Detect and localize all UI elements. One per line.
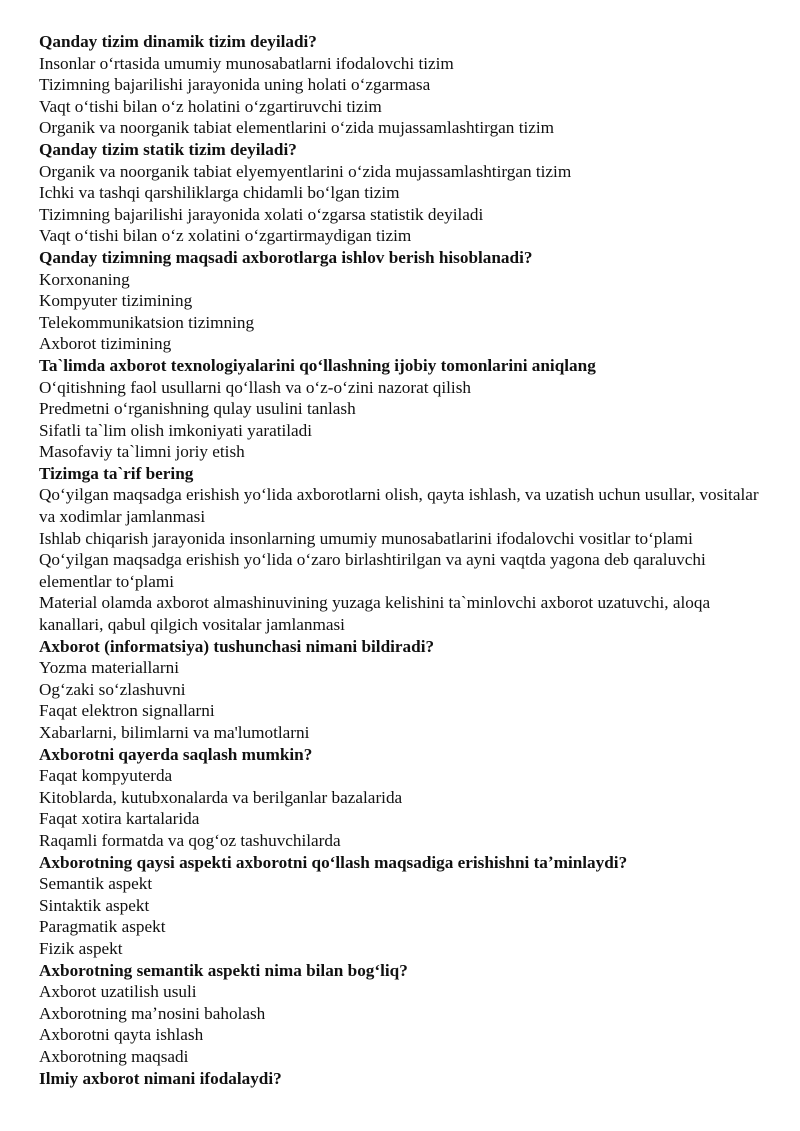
answer-option: Ishlab chiqarish jarayonida insonlarning umumiy munosabatlarini ifodalovchi vositlar toʻplami xyxy=(39,528,693,548)
answer-option: Tizimning bajarilishi jarayonida uning holati oʻzgarmasa xyxy=(39,75,431,95)
answer-option: Qoʻyilgan maqsadga erishish yoʻlida oʻzaro birlashtirilgan va ayni vaqtda yagona deb qaraluvchi elementlar toʻplami xyxy=(39,550,706,591)
question-text: Axborotni qayerda saqlash mumkin? xyxy=(39,744,313,764)
answer-option: Tizimning bajarilishi jarayonida xolati oʻzgarsa statistik deyiladi xyxy=(39,204,484,224)
question-text: Axborotning semantik aspekti nima bilan bogʻliq? xyxy=(39,960,408,980)
answer-option: Axborot tizimining xyxy=(39,334,172,354)
answer-option: Faqat elektron signallarni xyxy=(39,701,215,721)
answer-option: Faqat xotira kartalarida xyxy=(39,809,200,829)
answer-option: Axborotni qayta ishlash xyxy=(39,1025,204,1045)
question-text: Tizimga ta`rif bering xyxy=(39,463,194,483)
question-text: Ta`limda axborot texnologiyalarini qoʻllashning ijobiy tomonlarini aniqlang xyxy=(39,355,596,375)
answer-option: Organik va noorganik tabiat elyemyentlarini oʻzida mujassamlashtirgan tizim xyxy=(39,161,572,181)
answer-option: Kitoblarda, kutubxonalarda va berilganlar bazalarida xyxy=(39,787,403,807)
question-text: Qanday tizimning maqsadi axborotlarga ishlov berish hisoblanadi? xyxy=(39,247,533,267)
answer-option: Predmetni oʻrganishning qulay usulini tanlash xyxy=(39,399,356,419)
answer-option: Fizik aspekt xyxy=(39,938,123,958)
answer-option: Axborotning maʼnosini baholash xyxy=(39,1003,266,1023)
answer-option: Faqat kompyuterda xyxy=(39,766,173,786)
answer-option: Sifatli ta`lim olish imkoniyati yaratiladi xyxy=(39,420,313,440)
answer-option: Paragmatik aspekt xyxy=(39,917,166,937)
question-text: Ilmiy axborot nimani ifodalaydi? xyxy=(39,1068,282,1088)
answer-option: Semantik aspekt xyxy=(39,874,153,894)
answer-option: Telekommunikatsion tizimning xyxy=(39,312,255,332)
question-text: Axborot (informatsiya) tushunchasi nimani bildiradi? xyxy=(39,636,435,656)
answer-option: Axborotning maqsadi xyxy=(39,1046,189,1066)
answer-option: Material olamda axborot almashinuvining yuzaga kelishini ta`minlovchi axborot uzatuvchi, aloqa kanallari, qabul qilgich vositalar jamlanmasi xyxy=(39,593,711,635)
answer-option: Qoʻyilgan maqsadga erishish yoʻlida axborotlarni olish, qayta ishlash, va uzatish uchun usullar, vositalar va xodimlar jamlanmasi xyxy=(39,485,759,527)
answer-option: Kompyuter tizimining xyxy=(39,291,193,311)
answer-option: Masofaviy ta`limni joriy etish xyxy=(39,442,245,462)
answer-option: Organik va noorganik tabiat elementlarini oʻzida mujassamlashtirgan tizim xyxy=(39,118,555,138)
answer-option: Insonlar oʻrtasida umumiy munosabatlarni ifodalovchi tizim xyxy=(39,53,454,73)
answer-option: Xabarlarni, bilimlarni va ma'lumotlarni xyxy=(39,723,310,742)
answer-option: Sintaktik aspekt xyxy=(39,895,150,915)
answer-option: Axborot uzatilish usuli xyxy=(39,982,197,1002)
answer-option: Raqamli formatda va qogʻoz tashuvchilarda xyxy=(39,830,341,850)
question-text: Axborotning qaysi aspekti axborotni qoʻllash maqsadiga erishishni taʼminlaydi? xyxy=(39,852,628,872)
answer-option: Oʻqitishning faol usullarni qoʻllash va oʻz-oʻzini nazorat qilish xyxy=(39,377,471,397)
answer-option: Yozma materiallarni xyxy=(39,658,180,678)
question-text: Qanday tizim statik tizim deyiladi? xyxy=(39,139,297,159)
answer-option: Korxonaning xyxy=(39,269,130,289)
question-text: Qanday tizim dinamik tizim deyiladi? xyxy=(39,32,317,51)
document-page xyxy=(39,31,764,1089)
answer-option: Vaqt oʻtishi bilan oʻz holatini oʻzgartiruvchi tizim xyxy=(39,96,382,116)
answer-option: Ogʻzaki soʻzlashuvni xyxy=(39,679,186,699)
answer-option: Ichki va tashqi qarshiliklarga chidamli boʻlgan tizim xyxy=(39,183,400,203)
answer-option: Vaqt oʻtishi bilan oʻz xolatini oʻzgartirmaydigan tizim xyxy=(39,226,412,246)
